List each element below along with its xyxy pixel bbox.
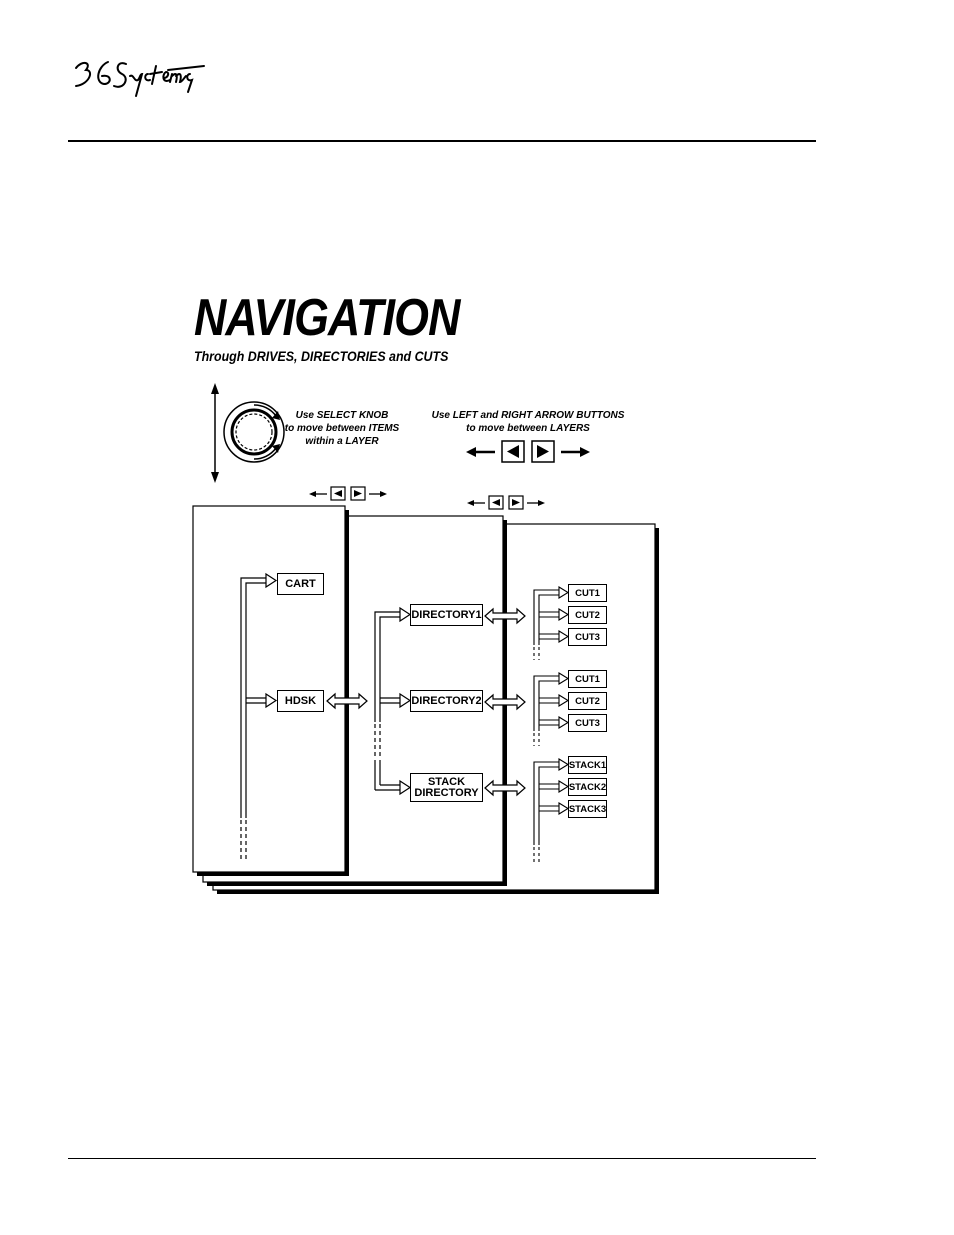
- cut1-box: CUT1: [568, 670, 607, 688]
- knob-note: Use SELECT KNOB to move between ITEMS within a LAYER: [284, 410, 400, 447]
- cut3-box: CUT3: [568, 714, 607, 732]
- cut1-box: CUT1: [568, 584, 607, 602]
- directory1-box: DIRECTORY1: [410, 604, 483, 626]
- vertical-arrow-icon: [211, 383, 219, 483]
- stack1-box: STACK1: [568, 756, 607, 774]
- stack3-box: STACK3: [568, 800, 607, 818]
- arrow-buttons-note: Use LEFT and RIGHT ARROW BUTTONS to move between LAYERS: [431, 410, 625, 434]
- cut2-box: CUT2: [568, 606, 607, 624]
- cut2-box: CUT2: [568, 692, 607, 710]
- layer-arrow-buttons-1: [309, 487, 387, 500]
- layer-arrow-buttons-2: [467, 496, 545, 509]
- stack2-box: STACK2: [568, 778, 607, 796]
- diagram-subtitle: Through DRIVES, DIRECTORIES and CUTS: [194, 349, 449, 364]
- layer-panel-drives: [193, 506, 349, 876]
- left-right-arrow-legend: [466, 441, 590, 462]
- stack-directory-box: STACK DIRECTORY: [410, 773, 483, 802]
- drive-hdsk-box: HDSK: [277, 690, 324, 712]
- select-knob-icon: [224, 402, 284, 462]
- directory2-box: DIRECTORY2: [410, 690, 483, 712]
- diagram-title: NAVIGATION: [194, 289, 460, 347]
- cut3-box: CUT3: [568, 628, 607, 646]
- drive-cart-box: CART: [277, 573, 324, 595]
